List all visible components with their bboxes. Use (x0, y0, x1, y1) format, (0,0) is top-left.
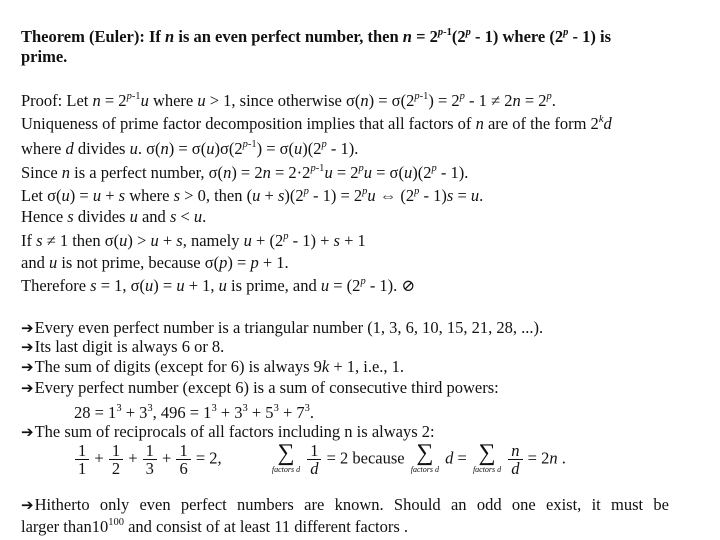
bullet-last-digit: ➔Its last digit is always 6 or 8. (21, 337, 225, 356)
proof-line-3: where d divides u. $\sigma(n) = \sigma(u)\sigma(2^{p-1}) = \sigma(u)(2^p - 1)$. (21, 139, 359, 158)
bullet-odd-perfect: ➔Hitherto only even perfect numbers are known. Should an odd one exist, it must be (21, 495, 669, 514)
odd-perfect-continued: larger $than10^{100}$ and consist of at least 11 different factors . (21, 517, 409, 536)
bullet-third-powers: ➔Every perfect number (except 6) is a sum of consecutive third powers: (21, 378, 499, 397)
proof-line-6: Hence s divides u and s < u. (21, 207, 207, 226)
theorem-line-1: Theorem (Euler): If n is an even perfect number, then $n = 2^{p-1}(2^p - 1)$ where (2$^p$ - 1) is (21, 27, 611, 46)
bullet-sum-digits: ➔The sum of digits (except for 6) is always 9k + 1, i.e., 1. (21, 357, 405, 376)
proof-line-1: Proof: Let $n = 2^{p-1}u$ where u > 1, since otherwise $\sigma(n) = \sigma(2^{p-1}) = 2^p - 1 \ne 2n = 2^p$. (21, 91, 556, 110)
sum-symbol: ∑ factors d (271, 440, 301, 474)
bullet-triangular: ➔Every even perfect number is a triangular number (1, 3, 6, 10, 15, 21, 28, ...). (21, 318, 544, 337)
arrow-icon: ➔ (21, 498, 34, 514)
sum-symbol: ∑ factors d (410, 440, 439, 474)
arrow-icon: ➔ (21, 425, 34, 441)
proof-line-4: Since n is a perfect number, $\sigma(n) = 2n = 2\cdot 2^{p-1}u = 2^pu = \sigma(u)(2^p - 1)$. (21, 163, 469, 182)
reciprocal-formula: $\frac{1}{1}$ + $\frac{1}{2}$ + $\frac{1}{3}$ + $\frac{1}{6}$ = 2, ∑ factors d $\frac{1}{d}$ = 2 because ∑ factors d d = ∑ factors d $\frac{n}{d}$ = 2n . (74, 442, 566, 477)
proof-line-2: Uniqueness of prime factor decomposition implies that all factors of n are of the form 2$^k$d (21, 114, 612, 133)
proof-line-8: and u is not prime, because σ(p) = p + 1. (21, 253, 289, 272)
proof-line-9: Therefore s = 1, σ(u) = u + 1, u is prime, and $u = (2^p - 1)$. ⊘ (21, 276, 416, 295)
theorem-line-2: prime. (21, 47, 68, 66)
bullet-reciprocals: ➔The sum of reciprocals of all factors including n is always 2: (21, 422, 435, 441)
arrow-icon: ➔ (21, 381, 34, 397)
arrow-icon: ➔ (21, 360, 34, 376)
proof-line-5: Let σ(u) = u + s where s > 0, then $(u + s)(2^p - 1) = 2^pu$ ⇔ (2$^p$ - 1)s = u. (21, 186, 484, 205)
sum-symbol: ∑ factors d (472, 440, 502, 474)
arrow-icon: ➔ (21, 321, 34, 337)
arrow-icon: ➔ (21, 340, 34, 356)
third-powers-example: $28 = 1^3 + 3^3$, $496 = 1^3 + 3^3 + 5^3 + 7^3$. (74, 403, 314, 422)
proof-line-7: If s ≠ 1 then σ(u) > u + s, namely $u + (2^p - 1) + s + 1$ (21, 231, 366, 250)
